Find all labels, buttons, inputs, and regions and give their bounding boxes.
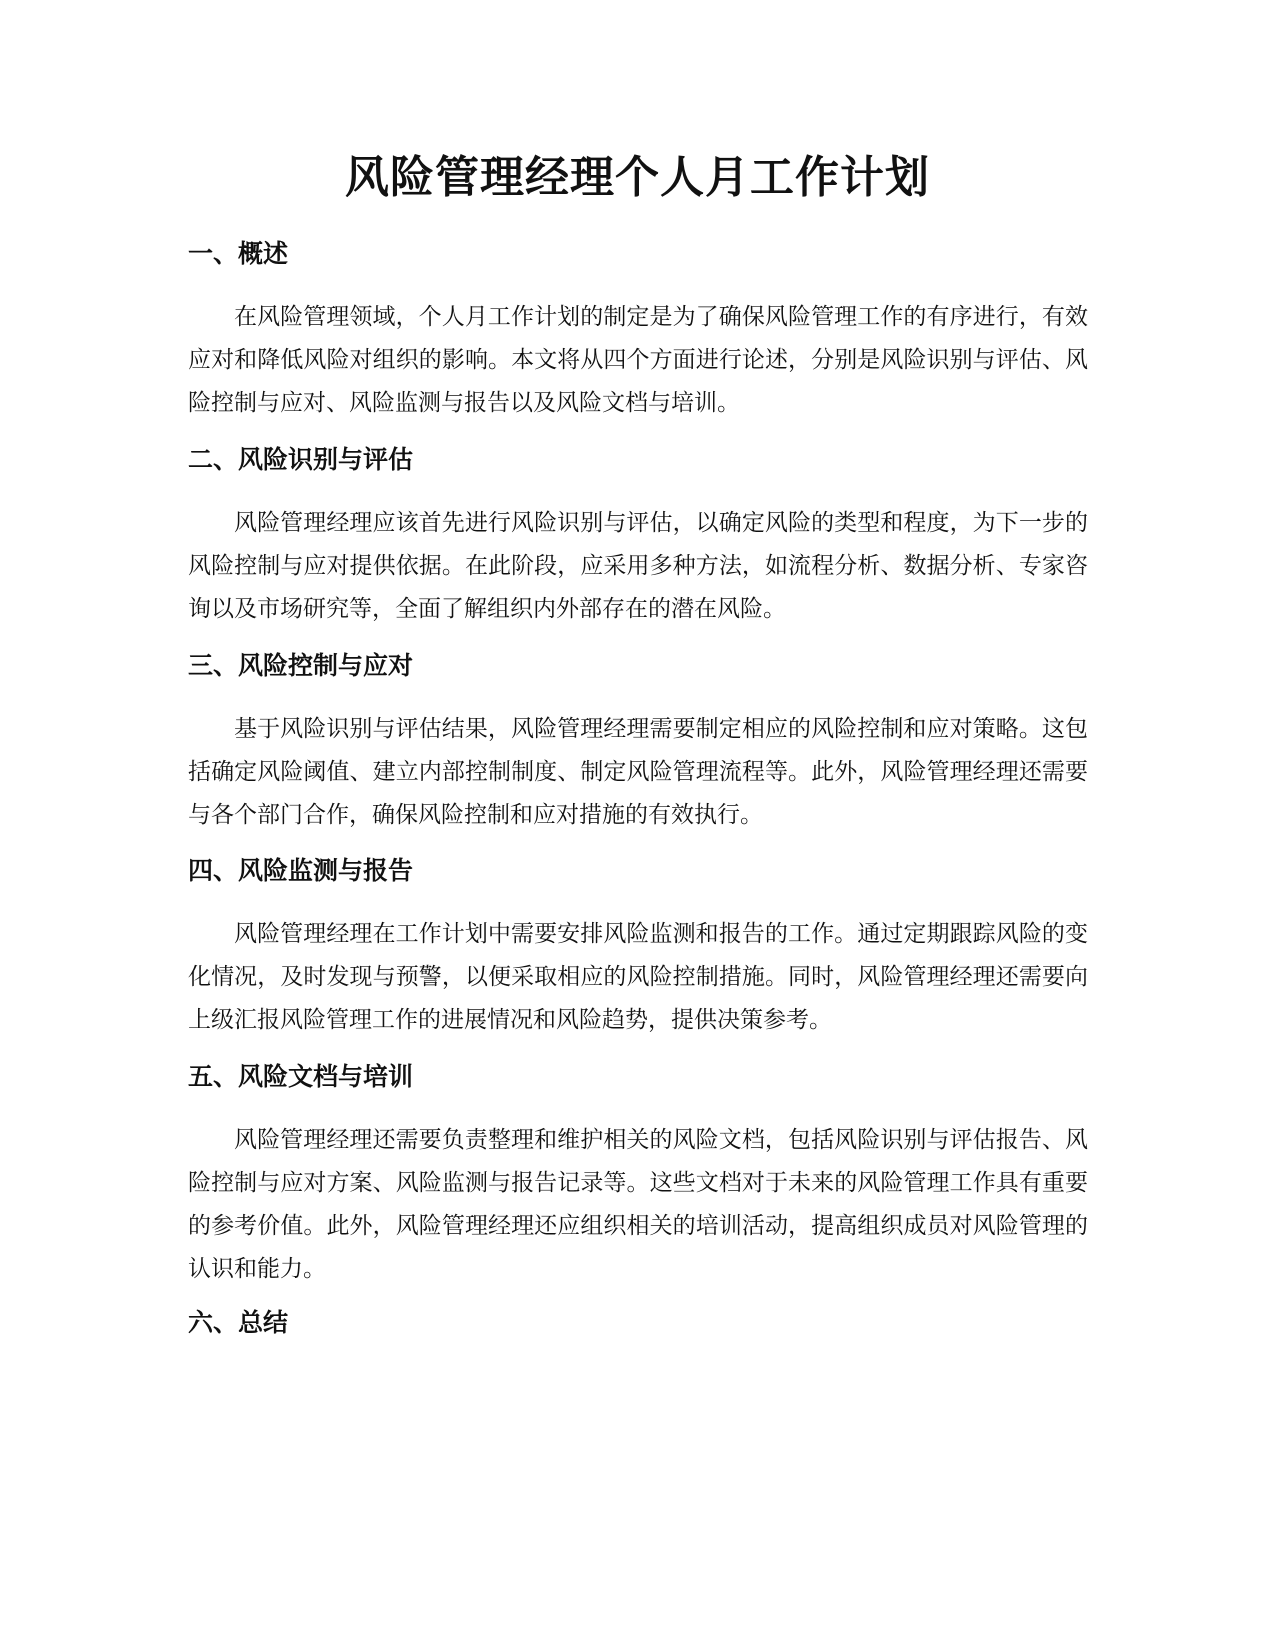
section-paragraph: 基于风险识别与评估结果，风险管理经理需要制定相应的风险控制和应对策略。这包括确定风险阈值、建立内部控制制度、制定风险管理流程等。此外，风险管理经理还需要与各个部门合作，确保风险控制和应对措施的有效执行。	[188, 716, 1088, 828]
section-paragraph: 风险管理经理在工作计划中需要安排风险监测和报告的工作。通过定期跟踪风险的变化情况，及时发现与预警，以便采取相应的风险控制措施。同时，风险管理经理还需要向上级汇报风险管理工作的进展情况和风险趋势，提供决策参考。	[188, 921, 1088, 1033]
section-heading: 一、概述	[188, 239, 289, 268]
section-heading: 二、风险识别与评估	[188, 445, 414, 474]
section-heading: 四、风险监测与报告	[188, 856, 414, 885]
section-risk-control	[188, 648, 1088, 837]
section-heading: 六、总结	[188, 1308, 289, 1337]
section-overview	[188, 236, 1088, 425]
section-risk-identification	[188, 442, 1088, 631]
section-paragraph: 在风险管理领域，个人月工作计划的制定是为了确保风险管理工作的有序进行，有效应对和降低风险对组织的影响。本文将从四个方面进行论述，分别是风险识别与评估、风险控制与应对、风险监测与报告以及风险文档与培训。	[188, 304, 1088, 416]
section-heading: 三、风险控制与应对	[188, 651, 414, 680]
section-paragraph: 风险管理经理还需要负责整理和维护相关的风险文档，包括风险识别与评估报告、风险控制与应对方案、风险监测与报告记录等。这些文档对于未来的风险管理工作具有重要的参考价值。此外，风险管理经理还应组织相关的培训活动，提高组织成员对风险管理的认识和能力。	[188, 1127, 1088, 1282]
document-title: 风险管理经理个人月工作计划	[345, 152, 930, 203]
section-paragraph: 风险管理经理应该首先进行风险识别与评估，以确定风险的类型和程度，为下一步的风险控制与应对提供依据。在此阶段，应采用多种方法，如流程分析、数据分析、专家咨询以及市场研究等，全面了解组织内外部存在的潜在风险。	[188, 510, 1088, 622]
section-risk-monitoring	[188, 853, 1088, 1042]
section-heading: 五、风险文档与培训	[188, 1062, 414, 1091]
section-risk-documentation	[188, 1059, 1088, 1291]
section-summary	[188, 1305, 1088, 1341]
